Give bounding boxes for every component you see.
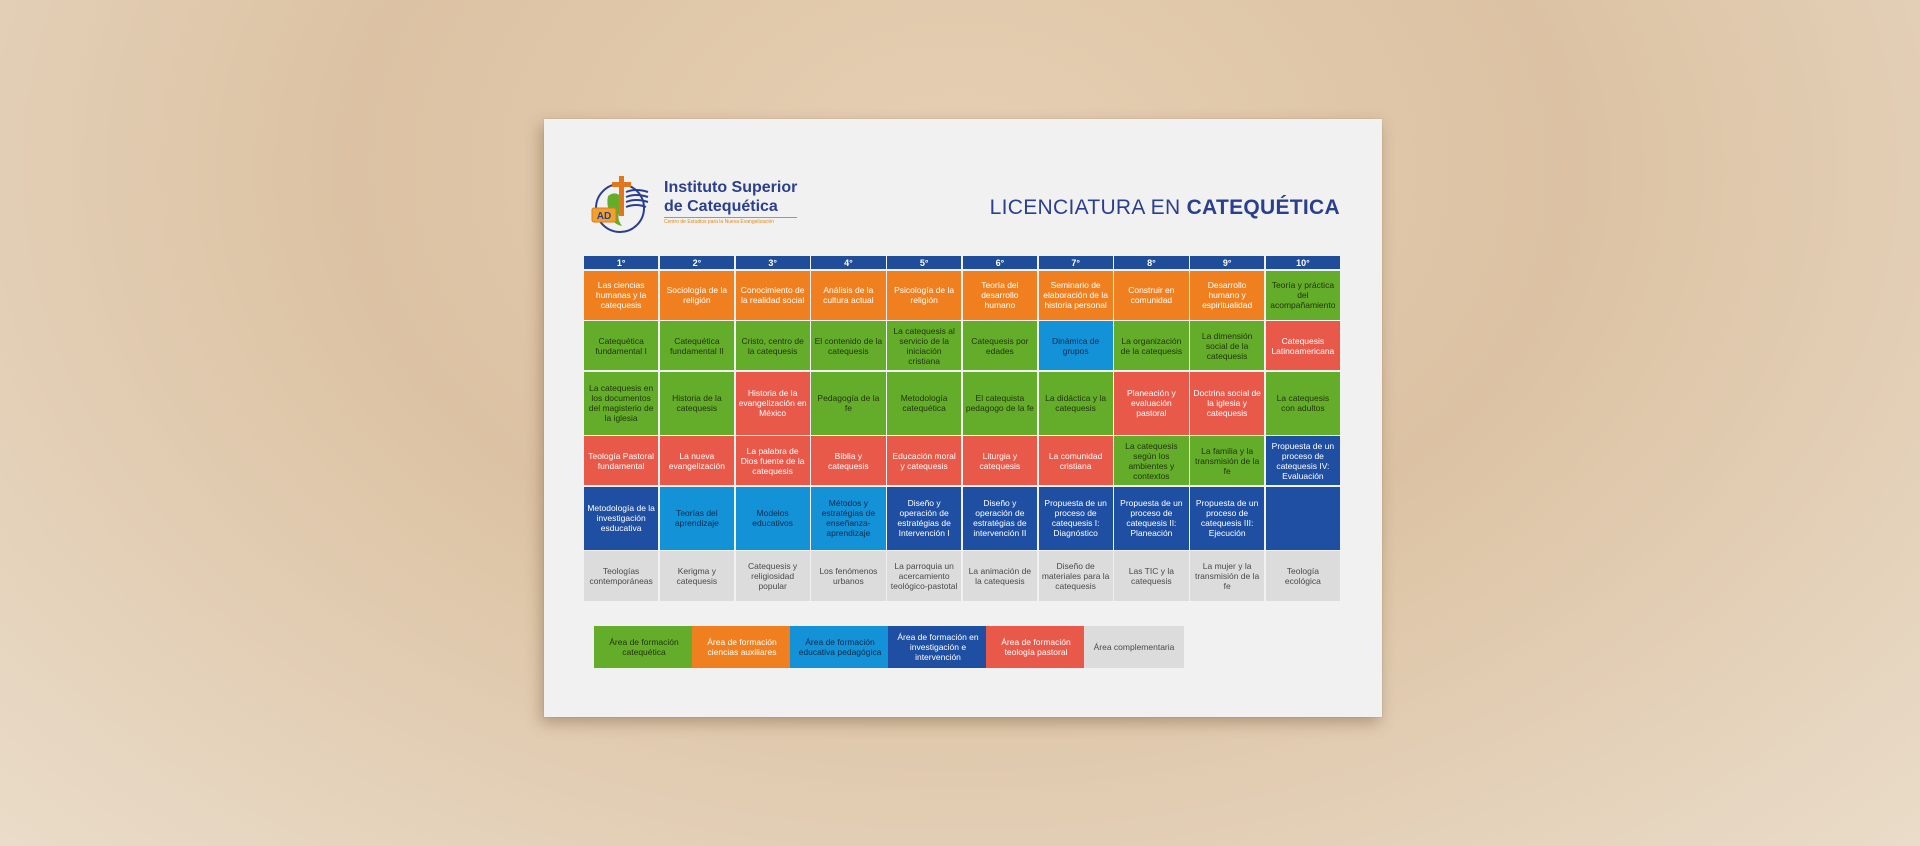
semester-header: 10°: [1266, 256, 1340, 269]
legend-item: Área de formación ciencias auxiliares: [692, 626, 792, 668]
course-cell: El contenido de la catequesis: [811, 321, 885, 370]
course-cell: Diseño y operación de estratégias de Intervención I: [887, 487, 961, 550]
course-cell: Kerigma y catequesis: [660, 551, 734, 601]
course-cell: La animación de la catequesis: [963, 551, 1037, 601]
legend-item: Área de formación en investigación e intervención: [888, 626, 988, 668]
course-cell: Catequesis Latinoamericana: [1266, 321, 1340, 370]
course-cell: Catequesis y religiosidad popular: [736, 551, 810, 601]
curriculum-sheet: [544, 119, 1382, 717]
course-cell: La catequesis con adultos: [1266, 372, 1340, 435]
course-cell: La parroquia un acercamiento teológico-pastotal: [887, 551, 961, 601]
course-cell: La catequesis según los ambientes y contextos: [1114, 436, 1188, 485]
page-title: [990, 196, 1340, 220]
logo-name-line2: de Catequética: [664, 198, 778, 215]
semester-header: 5°: [887, 256, 961, 269]
semester-header: 8°: [1114, 256, 1188, 269]
logo-text: [664, 178, 797, 226]
course-cell: Análisis de la cultura actual: [811, 271, 885, 320]
course-cell: La didáctica y la catequesis: [1039, 372, 1113, 435]
area-legend: [594, 626, 1294, 668]
course-cell: Pedagogía de la fe: [811, 372, 885, 435]
course-cell: Liturgia y catequesis: [963, 436, 1037, 485]
course-cell: La comunidad cristiana: [1039, 436, 1113, 485]
course-cell: La nueva evangelización: [660, 436, 734, 485]
logo-emblem-icon: [586, 174, 662, 238]
course-cell: Propuesta de un proceso de catequesis III: Ejecución: [1190, 487, 1264, 550]
course-cell: Propuesta de un proceso de catequesis IV: Evaluación: [1266, 436, 1340, 485]
legend-item: Área de formación catequética: [594, 626, 694, 668]
course-cell: Teorías del aprendizaje: [660, 487, 734, 550]
course-cell: [1266, 487, 1340, 550]
svg-text:AD: AD: [596, 211, 612, 222]
course-cell: Modelos educativos: [736, 487, 810, 550]
course-cell: La organización de la catequesis: [1114, 321, 1188, 370]
course-cell: La mujer y la transmisión de la fe: [1190, 551, 1264, 601]
course-cell: Metodología de la investigación esducativa: [584, 487, 658, 550]
course-cell: Seminario de elaboración de la historia personal: [1039, 271, 1113, 320]
institute-logo: [586, 174, 796, 239]
course-cell: Catequesis por edades: [963, 321, 1037, 370]
logo-name-line1: Instituto Superior: [664, 179, 798, 196]
course-cell: Sociología de la religión: [660, 271, 734, 320]
course-cell: Las TIC y la catequesis: [1114, 551, 1188, 601]
course-cell: La familia y la transmisión de la fe: [1190, 436, 1264, 485]
legend-item: Área de formación teología pastoral: [986, 626, 1086, 668]
course-cell: La catequesis al servicio de la iniciación cristiana: [887, 321, 961, 370]
course-cell: Los fenómenos urbanos: [811, 551, 885, 601]
course-cell: Psicología de la religión: [887, 271, 961, 320]
course-cell: La dimensión social de la catequesis: [1190, 321, 1264, 370]
course-cell: Teoría del desarrollo humano: [963, 271, 1037, 320]
course-cell: Teología Pastoral fundamental: [584, 436, 658, 485]
course-cell: Biblia y catequesis: [811, 436, 885, 485]
semester-header: 1°: [584, 256, 658, 269]
course-cell: Teoría y práctica del acompañamiento: [1266, 271, 1340, 320]
course-cell: Dinámica de grupos: [1039, 321, 1113, 370]
semester-header: 9°: [1190, 256, 1264, 269]
course-cell: Cristo, centro de la catequesis: [736, 321, 810, 370]
semester-header: 7°: [1039, 256, 1113, 269]
semester-header: 6°: [963, 256, 1037, 269]
course-cell: Conocimiento de la realidad social: [736, 271, 810, 320]
course-cell: Diseño de materiales para la catequesis: [1039, 551, 1113, 601]
course-cell: Propuesta de un proceso de catequesis I: Diagnóstico: [1039, 487, 1113, 550]
course-cell: Historia de la catequesis: [660, 372, 734, 435]
curriculum-grid: [584, 256, 1340, 601]
course-cell: Métodos y estratégias de enseñanza-aprendizaje: [811, 487, 885, 550]
course-cell: Metodología catequética: [887, 372, 961, 435]
course-cell: La palabra de Dios fuente de la catequesis: [736, 436, 810, 485]
course-cell: Doctrina social de la iglesia y catequesis: [1190, 372, 1264, 435]
course-cell: Educación moral y catequesis: [887, 436, 961, 485]
course-cell: Catequética fundamental I: [584, 321, 658, 370]
course-cell: Catequética fundamental II: [660, 321, 734, 370]
course-cell: Propuesta de un proceso de catequesis II: Planeación: [1114, 487, 1188, 550]
course-cell: Construir en comunidad: [1114, 271, 1188, 320]
course-cell: Diseño y operación de estratégias de intervención II: [963, 487, 1037, 550]
logo-tagline: Centro de Estudios para la Nueva Evangelización: [664, 217, 797, 226]
course-cell: Teología ecológica: [1266, 551, 1340, 601]
course-cell: El catequista pedagogo de la fe: [963, 372, 1037, 435]
course-cell: Historia de la evangelización en México: [736, 372, 810, 435]
semester-header: 2°: [660, 256, 734, 269]
course-cell: Teologías contemporáneas: [584, 551, 658, 601]
legend-item: Área complementaria: [1084, 626, 1184, 668]
course-cell: Planeación y evaluación pastoral: [1114, 372, 1188, 435]
course-cell: La catequesis en los documentos del magisterio de la iglesia: [584, 372, 658, 435]
legend-item: Área de formación educativa pedagógica: [790, 626, 890, 668]
title-regular: LICENCIATURA EN: [989, 196, 1187, 219]
course-cell: Las ciencias humanas y la catequesis: [584, 271, 658, 320]
title-bold: CATEQUÉTICA: [1186, 196, 1340, 219]
semester-header: 3°: [736, 256, 810, 269]
semester-header: 4°: [811, 256, 885, 269]
course-cell: Desarrollo humano y espiritualidad: [1190, 271, 1264, 320]
